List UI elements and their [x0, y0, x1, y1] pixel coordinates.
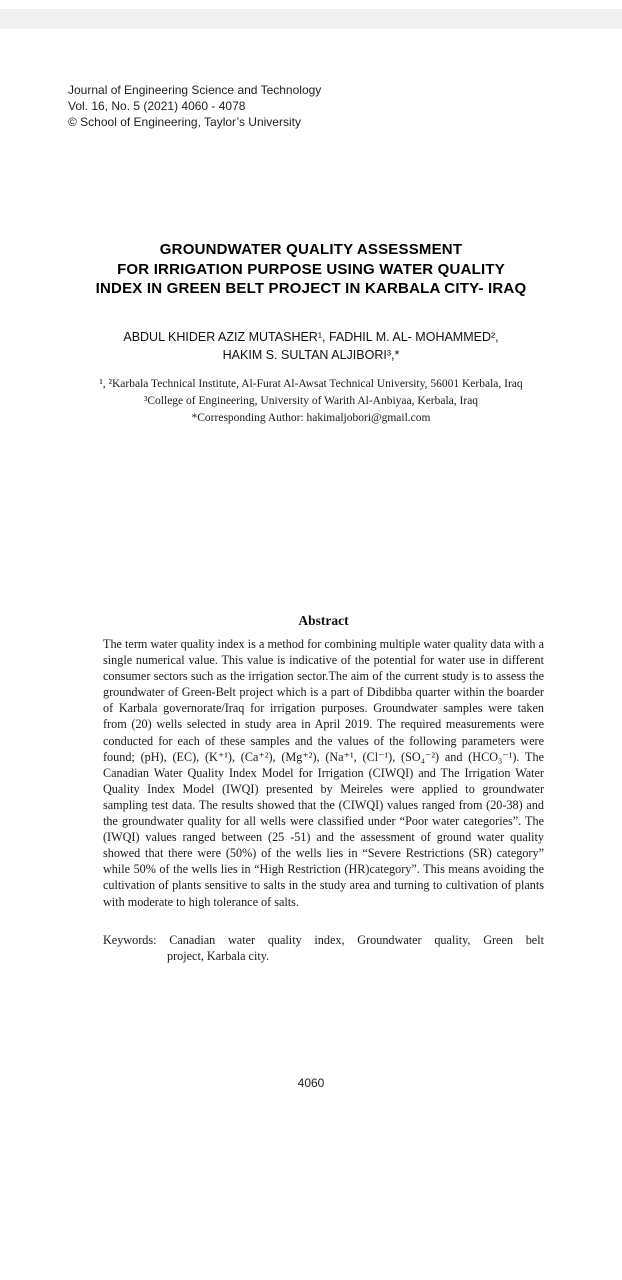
corresponding-author-line: *Corresponding Author: hakimaljobori@gmail.com [191, 412, 431, 424]
page-top-divider [0, 9, 622, 29]
journal-name: Journal of Engineering Science and Technology [68, 83, 322, 97]
abstract-heading: Abstract [298, 613, 349, 628]
journal-header [68, 82, 321, 130]
authors [0, 328, 622, 364]
affiliations [0, 376, 622, 427]
keywords-line-1: Keywords: Canadian water quality index, Groundwater quality, Green belt [103, 933, 544, 947]
affiliation-line-1: ¹, ²Karbala Technical Institute, Al-Furat Al-Awsat Technical University, 56001 Kerbala, Iraq [99, 378, 523, 390]
journal-volume-line: Vol. 16, No. 5 (2021) 4060 - 4078 [68, 99, 246, 113]
keywords [103, 932, 544, 964]
abstract-text: The term water quality index is a method for combining multiple water quality data with a single numerical value. This value is indicative of the potential for water use in different consumer sectors such as the irrigation sector.The aim of the current study is to assess the groundwater of Green-Belt project which is a part of Dibdibba quarter within the boarder of Karbala governorate/Iraq for irrigation purposes. Groundwater samples were taken from (20) wells selected in study area in April 2019. The required measurements were conducted for each of these samples and the values of the following parameters were found; (pH), (EC), (K⁺¹), (Ca⁺²), (Mg⁺²), (Na⁺¹, (Cl⁻¹), (SO₄⁻²) and (HCO₃⁻¹). The Canadian Water Quality Index Model for Irrigation (CIWQI) and The Irrigation Water Quality Index Model (IWQI) presented by Meireles were applied to groundwater sampling test data. The results showed that the (CIWQI) values ranged from (20-38) and the groundwater quality for all wells were classified under “Poor water categories”. The (IWQI) values ranged between (25 -51) and the assessment of ground water quality showed that there were (50%) of the wells lies in “Severe Restrictions (SR) category” while 50% of the wells lies in “High Restriction (HR)category”. This means avoiding the cultivation of plants sensitive to salts in the study area and turning to cultivation of plants with moderate to high tolerance of salts. [103, 637, 544, 909]
paper-title-line-3: INDEX IN GREEN BELT PROJECT IN KARBALA CITY- IRAQ [95, 280, 527, 297]
page-number: 4060 [297, 1076, 325, 1090]
journal-copyright-line: © School of Engineering, Taylor’s University [68, 115, 301, 129]
keywords-line-2: project, Karbala city. [167, 949, 270, 963]
paper-title-line-2: FOR IRRIGATION PURPOSE USING WATER QUALITY [117, 260, 505, 278]
paper-title [0, 240, 622, 299]
authors-line-2: HAKIM S. SULTAN ALJIBORI³,* [222, 348, 400, 362]
paper-title-line-1: GROUNDWATER QUALITY ASSESSMENT [159, 241, 463, 258]
affiliation-line-2: ³College of Engineering, University of Warith Al-Anbiyaa, Kerbala, Iraq [143, 395, 479, 407]
authors-line-1: ABDUL KHIDER AZIZ MUTASHER¹, FADHIL M. AL- MOHAMMED², [123, 330, 499, 344]
